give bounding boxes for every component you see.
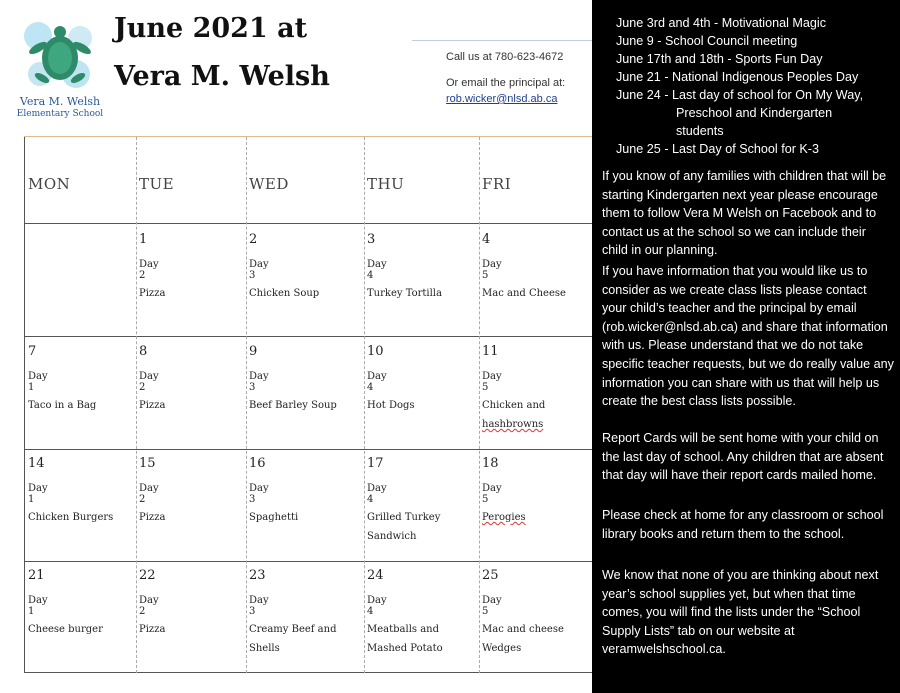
cell-date: 22: [139, 568, 156, 583]
cell-meal: Creamy Beef and Shells: [249, 624, 337, 654]
cell-day: Day 5: [482, 595, 502, 617]
column-divider: [364, 137, 365, 673]
cell-date: 10: [367, 344, 384, 359]
calendar-week-row: [25, 450, 593, 562]
day-header-thu: THU: [367, 175, 405, 193]
cell-day: Day 1: [28, 595, 48, 617]
cell-day: Day 2: [139, 595, 159, 617]
event-item: June 3rd and 4th - Motivational Magic: [616, 16, 827, 30]
note-school-supplies: We know that none of you are thinking about next year’s school supplies yet, but when that time comes, you will find the lists under the “School Supply Lists” tab on our website at veramwelshschool.ca.: [602, 568, 879, 657]
cell-day: Day 5: [482, 483, 502, 505]
cell-meal: Perogies: [482, 512, 526, 523]
cell-meal: Spaghetti: [249, 512, 299, 523]
event-item: June 9 - School Council meeting: [616, 34, 798, 48]
cell-day: Day 2: [139, 259, 159, 281]
cell-date: 16: [249, 456, 266, 471]
cell-meal: Pizza: [139, 512, 166, 523]
cell-meal: Pizza: [139, 288, 166, 299]
contact-phone: Call us at 780-623-4672: [446, 51, 564, 63]
note-library-books: Please check at home for any classroom or school library books and return them to the school.: [602, 508, 884, 541]
cell-day: Day 2: [139, 371, 159, 393]
cell-meal: Mac and Cheese: [482, 288, 566, 299]
column-divider: [479, 137, 480, 673]
cell-date: 2: [249, 232, 258, 247]
principal-email-link[interactable]: rob.wicker@nlsd.ab.ca: [446, 93, 558, 105]
cell-day: Day 4: [367, 483, 387, 505]
turtle-logo-icon: [18, 16, 102, 96]
cell-date: 23: [249, 568, 266, 583]
cell-date: 14: [28, 456, 45, 471]
note-class-lists: If you have information that you would like us to consider as we create class lists please contact your child’s teacher and the principal by email (rob.wicker@nlsd.ab.ca) and share that information with us. Please understand that we do not take specific teacher requests, but we do really value any information you can share with us that will help us create the best class lists possible.: [602, 264, 894, 409]
cell-date: 8: [139, 344, 148, 359]
event-item-continued: Preschool and Kindergarten: [676, 106, 833, 120]
logo-line2: Elementary School: [16, 109, 104, 119]
cell-day: Day 2: [139, 483, 159, 505]
cell-date: 21: [28, 568, 45, 583]
cell-meal: Beef Barley Soup: [249, 400, 337, 411]
cell-meal: Chicken Burgers: [28, 512, 114, 523]
contact-block: [446, 50, 565, 105]
contact-email-label: Or email the principal at:: [446, 77, 566, 89]
event-item-continued: students: [676, 124, 724, 138]
cell-date: 1: [139, 232, 148, 247]
cell-meal: Chicken Soup: [249, 288, 320, 299]
logo-line1: Vera M. Welsh: [19, 95, 101, 108]
cell-date: 17: [367, 456, 384, 471]
cell-meal: Hot Dogs: [367, 400, 415, 411]
school-logo: [14, 14, 106, 126]
event-item: June 21 - National Indigenous Peoples Day: [616, 70, 859, 84]
page-title: [114, 8, 330, 98]
cell-meal: Pizza: [139, 624, 166, 635]
event-list: [616, 14, 896, 158]
cell-day: Day 3: [249, 371, 269, 393]
cell-meal: Chicken and hashbrowns: [482, 400, 546, 430]
calendar-week-row: [25, 224, 593, 337]
cell-date: 15: [139, 456, 156, 471]
event-item: June 17th and 18th - Sports Fun Day: [616, 52, 823, 66]
cell-day: Day 3: [249, 483, 269, 505]
cell-day: Day 1: [28, 483, 48, 505]
note-report-cards: Report Cards will be sent home with your child on the last day of school. Any children that are absent that day will have their report cards mailed home.: [602, 431, 884, 483]
event-item: June 24 - Last day of school for On My Way,: [616, 88, 864, 102]
cell-day: Day 5: [482, 371, 502, 393]
title-line2: Vera M. Welsh: [114, 61, 330, 92]
day-header-wed: WED: [249, 175, 289, 193]
cell-day: Day 4: [367, 259, 387, 281]
cell-date: 24: [367, 568, 384, 583]
cell-day: Day 5: [482, 259, 502, 281]
logo-name: [14, 96, 106, 120]
cell-date: 3: [367, 232, 376, 247]
event-item: June 25 - Last Day of School for K-3: [616, 142, 820, 156]
column-divider: [136, 137, 137, 673]
announcements-panel: [592, 0, 900, 693]
cell-day: Day 4: [367, 371, 387, 393]
cell-day: Day 4: [367, 595, 387, 617]
note-kindergarten: If you know of any families with children that will be starting Kindergarten next year please encourage them to follow Vera M Welsh on Facebook and to contact us at the school so we can include their child in our planning.: [602, 169, 887, 258]
title-line1: June 2021 at: [114, 13, 308, 44]
cell-meal: Turkey Tortilla: [367, 288, 442, 299]
cell-date: 25: [482, 568, 499, 583]
cell-meal: Cheese burger: [28, 624, 103, 635]
day-header-tue: TUE: [139, 175, 175, 193]
cell-meal: Pizza: [139, 400, 166, 411]
cell-date: 18: [482, 456, 499, 471]
cell-day: Day 3: [249, 595, 269, 617]
day-header-fri: FRI: [482, 175, 512, 193]
header-divider: [412, 40, 592, 41]
cell-date: 9: [249, 344, 258, 359]
cell-day: Day 3: [249, 259, 269, 281]
cell-date: 11: [482, 344, 499, 359]
cell-meal: Grilled Turkey Sandwich: [367, 512, 441, 542]
cell-meal: Mac and cheese Wedges: [482, 624, 564, 654]
cell-date: 4: [482, 232, 491, 247]
spellcheck-word: hashbrowns: [482, 419, 544, 430]
cell-meal: Taco in a Bag: [28, 400, 97, 411]
cell-date: 7: [28, 344, 37, 359]
cell-day: Day 1: [28, 371, 48, 393]
day-header-mon: MON: [28, 175, 71, 193]
lunch-calendar: [24, 137, 592, 673]
cell-meal: Meatballs and Mashed Potato: [367, 624, 443, 654]
